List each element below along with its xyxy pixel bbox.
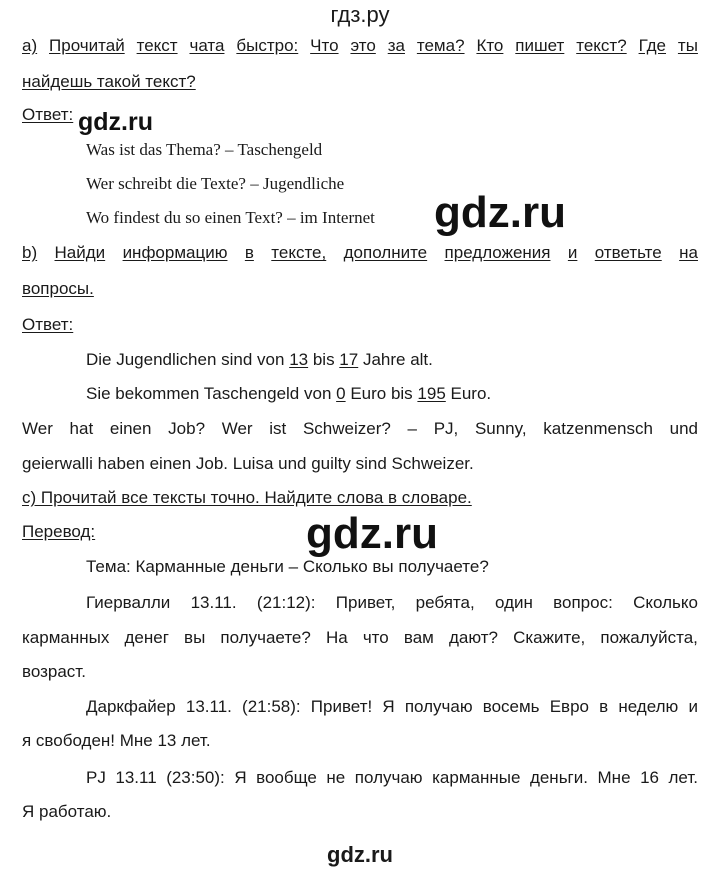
task-c-post-1-line-2 [22,627,698,649]
task-b-sentence-2 [86,383,491,405]
word: тексте, [271,243,327,262]
word: неделю [618,697,679,716]
word: – [407,419,417,438]
word: вам [403,628,434,647]
word: Евро [549,697,589,716]
task-c-topic: Тема: Карманные деньги – Сколько вы получаете? [86,557,489,576]
watermark: gdz.ru [78,108,153,136]
word: получаю [354,768,423,787]
word: Найди [54,243,106,262]
word: PJ [86,768,106,787]
word: текст [136,36,178,55]
task-a-line-1 [22,35,698,57]
word: быстро: [236,36,299,55]
word: дают? [448,628,498,647]
word: предложения [444,243,551,262]
word: вообще [256,768,317,787]
word: вопрос: [553,593,613,612]
word: что [362,628,389,647]
text: Sie bekommen Taschengeld von [86,384,337,403]
task-a-answer-3: Wo findest du so einen Text? – im Internet [86,208,375,227]
word: в [244,243,254,262]
word: деньги. [529,768,588,787]
word: не [326,768,346,787]
task-a-answer-label: Ответ: [22,105,74,124]
word: тема? [416,36,465,55]
word: информацию [122,243,228,262]
word: b) [22,243,38,262]
word: и [567,243,578,262]
word: ist [269,419,287,438]
word: 13.11 [115,768,157,787]
word: PJ, [433,419,459,438]
task-b-line-1 [22,242,698,264]
word: ребята, [415,593,475,612]
word: Гиервалли [86,593,171,612]
word: Что [310,36,339,55]
page-header: гдз.ру [330,2,390,27]
task-b-line-2: вопросы. [22,279,94,298]
word: получаю [404,697,473,716]
word: einen [109,419,152,438]
task-c-post-2-line-1 [86,696,698,718]
text: Jahre alt. [358,350,433,369]
word: Я [382,697,395,716]
word: а) [22,36,38,55]
task-a-line-2: найдешь такой текст? [22,72,196,91]
word: текст? [576,36,627,55]
word: дополните [343,243,428,262]
word: ты [677,36,698,55]
word: Прочитай [49,36,125,55]
answer-number: 17 [339,350,359,369]
task-a-answer-1: Was ist das Thema? – Taschengeld [86,140,323,159]
word: пожалуйста, [600,628,698,647]
word: Кто [476,36,504,55]
answer-number: 195 [417,384,446,403]
task-b-sentence-3-line-1 [22,418,698,440]
answer-number: 13 [289,350,309,369]
word: Скажите, [513,628,586,647]
task-b-sentence-1 [86,349,433,371]
text: Euro. [445,384,492,403]
task-c-line-1: с) Прочитай все тексты точно. Найдите слова в словаре. [22,488,472,507]
text: bis [308,350,340,369]
word: 13.11. [185,697,232,716]
word: денег [124,628,169,647]
word: 16 [640,768,659,787]
word: это [350,36,376,55]
task-c-post-3-line-2: Я работаю. [22,802,112,821]
word: Schweizer? [302,419,391,438]
word: карманных [22,628,110,647]
watermark: gdz.ru [306,509,438,558]
task-c-post-3-line-1 [86,767,698,789]
word: в [599,697,609,716]
word: чата [189,36,225,55]
word: hat [69,419,94,438]
word: (23:50): [166,768,225,787]
word: Wer [22,419,53,438]
word: пишет [515,36,565,55]
task-c-translation-label: Перевод: [22,522,96,541]
word: Сколько [633,593,698,612]
word: katzenmensch [543,419,653,438]
word: und [669,419,698,438]
task-c-post-1-line-1 [86,592,698,614]
word: ответьте [594,243,662,262]
word: лет. [668,768,698,787]
word: и [688,697,698,716]
word: за [387,36,405,55]
word: 13.11. [190,593,237,612]
task-c-post-1-line-3: возраст. [22,662,86,681]
page-footer-watermark: gdz.ru [327,842,393,867]
word: на [679,243,698,262]
word: Wer [221,419,253,438]
word: получаете? [220,628,311,647]
task-c-post-2-line-2: я свободен! Мне 13 лет. [22,731,211,750]
word: карманные [432,768,521,787]
task-b-sentence-3-line-2: geierwalli haben einen Job. Luisa und guilty sind Schweizer. [22,454,474,473]
text: Die Jugendlichen sind von [86,350,290,369]
word: Где [638,36,667,55]
answer-number: 0 [336,384,346,403]
word: Привет, [335,593,396,612]
word: (21:58): [242,697,301,716]
word: Привет! [310,697,373,716]
word: Job? [168,419,206,438]
task-b-answer-label: Ответ: [22,315,74,334]
watermark: gdz.ru [434,188,566,237]
word: (21:12): [256,593,316,612]
word: один [494,593,533,612]
word: Даркфайер [86,697,176,716]
word: Sunny, [474,419,527,438]
task-a-answer-2: Wer schreibt die Texte? – Jugendliche [86,174,345,193]
text: Euro bis [345,384,418,403]
word: восемь [482,697,540,716]
word: Я [234,768,247,787]
word: Мне [597,768,631,787]
word: вы [184,628,206,647]
word: На [325,628,348,647]
